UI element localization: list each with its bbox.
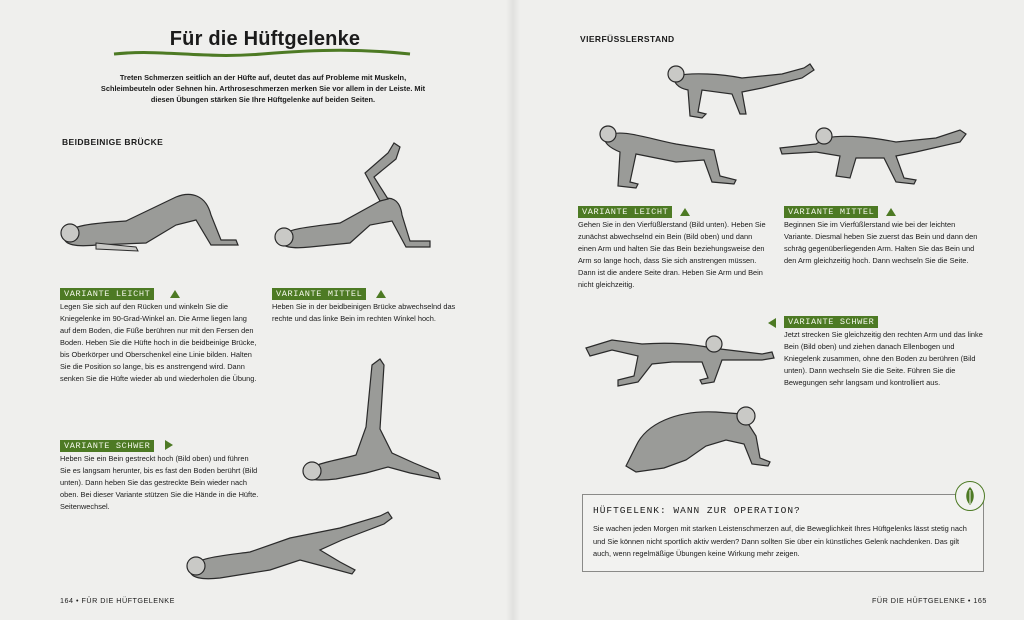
intro-text: Treten Schmerzen seitlich an der Hüfte auf, deutet das auf Probleme mit Muskeln, Schleimbeuteln oder Sehnen hin. Arthroseschmerzen merken Sie vor allem in der Leiste. Mit diesen Übungen stärken Sie Ihre Hüftgelenke auf beiden Seiten. <box>100 73 426 104</box>
figure-quadruped-start <box>596 124 746 190</box>
figure-quadruped-arm-leg <box>776 124 976 190</box>
variant-medium-badge: VARIANTE MITTEL <box>784 206 878 218</box>
title-underline-decoration <box>112 47 412 61</box>
variant-medium-text: Heben Sie in der beidbeinigen Brücke abwechselnd das rechte und das linke Bein im rechten Winkel hoch. <box>272 302 456 323</box>
page-footer-right: FÜR DIE HÜFTGELENKE • 165 <box>872 596 987 605</box>
variant-easy-text: Gehen Sie in den Vierfüßlerstand (Bild unten). Heben Sie zunächst abwechselnd ein Bein (Bild oben) und dann einen Arm und halten Sie das Bein beziehungsweise den Arm so lange hoch, dass Sie sich anstrengen müssen. Dann ist die andere Seite dran. Heben Sie Arm und Bein nicht gleichzeitig. <box>578 220 766 289</box>
triangle-up-icon <box>376 290 386 298</box>
figure-bridge-medium <box>270 135 460 260</box>
variant-hard-text: Jetzt strecken Sie gleichzeitig den rechten Arm und das linke Bein (Bild oben) und ziehen danach Ellenbogen und Kniegelenk zusammen, ohne den Boden zu berühren (Bild unten). Dann wechseln Sie die Seite. Führen Sie die Bewegungen sehr langsam und kontrolliert aus. <box>784 330 983 387</box>
triangle-up-icon <box>680 208 690 216</box>
leaf-icon <box>956 482 984 510</box>
page-title: Für die Hüftgelenke <box>169 28 361 50</box>
variant-hard-badge: VARIANTE SCHWER <box>784 316 878 328</box>
variant-easy-badge: VARIANTE LEICHT <box>578 206 672 218</box>
variant-easy-badge: VARIANTE LEICHT <box>60 288 154 300</box>
figure-bridge-hard-leg-up <box>296 355 456 490</box>
figure-bridge-easy <box>56 185 246 260</box>
page-footer-left: 164 • FÜR DIE HÜFTGELENKE <box>60 596 175 605</box>
info-box <box>582 494 984 572</box>
info-box-title: HÜFTGELENK: WANN ZUR OPERATION? <box>593 505 801 516</box>
variant-medium-text: Beginnen Sie im Vierfüßlerstand wie bei der leichten Variante. Diesmal heben Sie zuerst das Bein und dann den schräg gegenüberliegenden Arm. Halten Sie das Bein und den Arm gleichzeitig hoch. Dann wechseln Sie die Seite. <box>784 220 978 265</box>
triangle-right-icon <box>165 440 173 450</box>
triangle-up-icon <box>886 208 896 216</box>
figure-quadruped-extended <box>582 330 782 390</box>
variant-medium-badge: VARIANTE MITTEL <box>272 288 366 300</box>
section-heading-quadruped: VIERFÜSSLERSTAND <box>580 34 675 44</box>
triangle-left-icon <box>768 318 776 328</box>
figure-quadruped-tucked <box>616 402 776 476</box>
triangle-up-icon <box>170 290 180 298</box>
info-badge-icon <box>955 481 985 511</box>
info-box-text: Sie wachen jeden Morgen mit starken Leistenschmerzen auf, die Beweglichkeit Ihres Hüftgelenks lässt stetig nach und Sie können nicht sportlich aktiv werden? Dann sollten Sie über ein künstliches Gelenk nachdenken. Das gilt auch, wenn regelmäßige Übungen keine Wirkung mehr zeigen. <box>593 524 967 558</box>
figure-quadruped-leg-raised <box>662 60 822 122</box>
variant-hard-text: Heben Sie ein Bein gestreckt hoch (Bild oben) und führen Sie es langsam herunter, bis es fast den Boden berührt (Bild unten). Dann heben Sie das gestreckte Bein wieder nach oben. Bei dieser Variante stützen Sie die Hände in die Hüfte. Seitenwechsel. <box>60 454 259 511</box>
section-heading-bridge: BEIDBEINIGE BRÜCKE <box>62 137 164 147</box>
variant-easy-text: Legen Sie sich auf den Rücken und winkeln Sie die Kniegelenke im 90-Grad-Winkel an. Die Arme liegen lang auf dem Boden, die Füße berühren nur mit den Fersen den Boden. Heben Sie die Hüfte hoch in die beidbeinige Brücke, bis Oberkörper und Oberschenkel eine Linie bilden. Halten Sie die Position so lange, bis es anstrengend wird. Dann senken Sie die Hüfte wieder ab und wiederholen die Übung. <box>60 302 257 383</box>
figure-bridge-hard-leg-down <box>180 508 400 588</box>
variant-hard-badge: VARIANTE SCHWER <box>60 440 154 452</box>
